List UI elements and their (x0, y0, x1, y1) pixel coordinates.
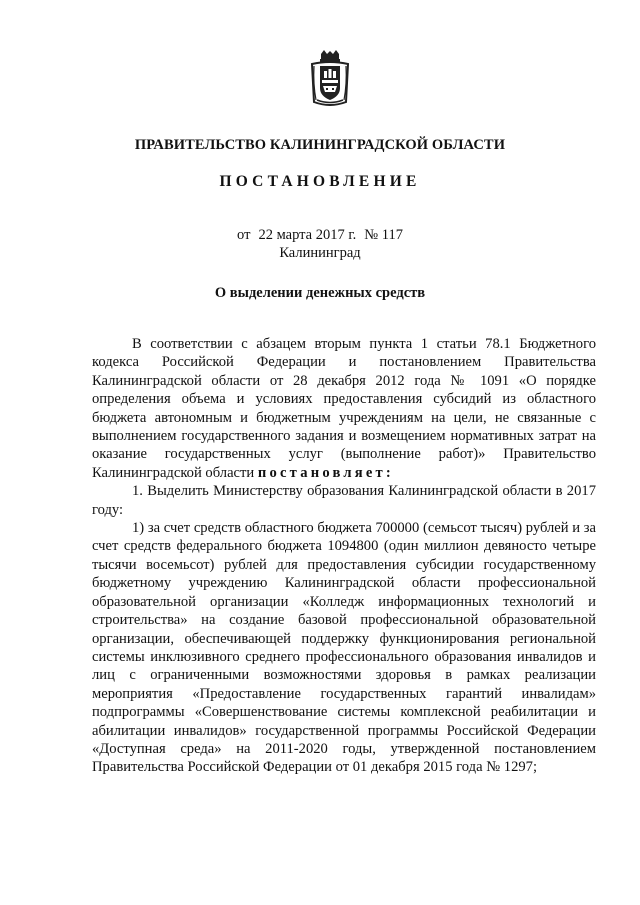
document-date: 22 марта 2017 г. (258, 227, 357, 243)
government-title: ПРАВИТЕЛЬСТВО КАЛИНИНГРАДСКОЙ ОБЛАСТИ (134, 137, 506, 153)
document-subject: О выделении денежных средств (214, 285, 426, 301)
preamble-text: В соответствии с абзацем вторым пункта 1 статьи 78.1 Бюджетного кодекса Российской Федерации и постановлением Правительства Калининградской области от 28 декабря 2012 года № 1091 «О порядке определения объема и условиях предоставления субсидий из областного бюджета автономным и бюджетным учреждениям на цели, не связанные с выполнением государственного задания и возмещением нормативных затрат на оказание государственных услуг (выполнение работ)» Правительство Калининградской области (92, 336, 596, 481)
resolves-verb: постановляет: (257, 464, 394, 481)
city: Калининград (279, 245, 361, 261)
document-body (92, 335, 596, 777)
document-type: ПОСТАНОВЛЕНИЕ (219, 173, 421, 190)
paragraph-preamble (92, 335, 596, 482)
date-prefix: от (237, 227, 251, 243)
paragraph-subitem-1: 1) за счет средств областного бюджета 700000 (семьсот тысяч) рублей и за счет средств федерального бюджета 1094800 (один миллион девяносто четыре тысячи восемьсот) рублей для предоставления субсидии государственному бюджетному учреждению Калининградской области профессиональной образовательной организации «Колледж информационных технологий и строительства» на создание базовой профессиональной образовательной организации, обеспечивающей поддержку функционирования региональной системы инклюзивного среднего профессионального образования инвалидов и лиц с ограниченными возможностями здоровья в рамках реализации мероприятия «Предоставление государственных гарантий инвалидам» подпрограммы «Совершенствование системы комплексной реабилитации и абилитации инвалидов» государственной программы Российской Федерации «Доступная среда» на 2011-2020 годы, утвержденной постановлением Правительства Российской Федерации от 01 декабря 2015 года № 1297; (92, 520, 596, 776)
coat-of-arms-emblem-icon (309, 50, 351, 108)
date-number-line (0, 227, 640, 244)
paragraph-item-1: 1. Выделить Министерству образования Калининградской области в 2017 году: (92, 483, 596, 518)
document-number: № 117 (364, 227, 403, 243)
